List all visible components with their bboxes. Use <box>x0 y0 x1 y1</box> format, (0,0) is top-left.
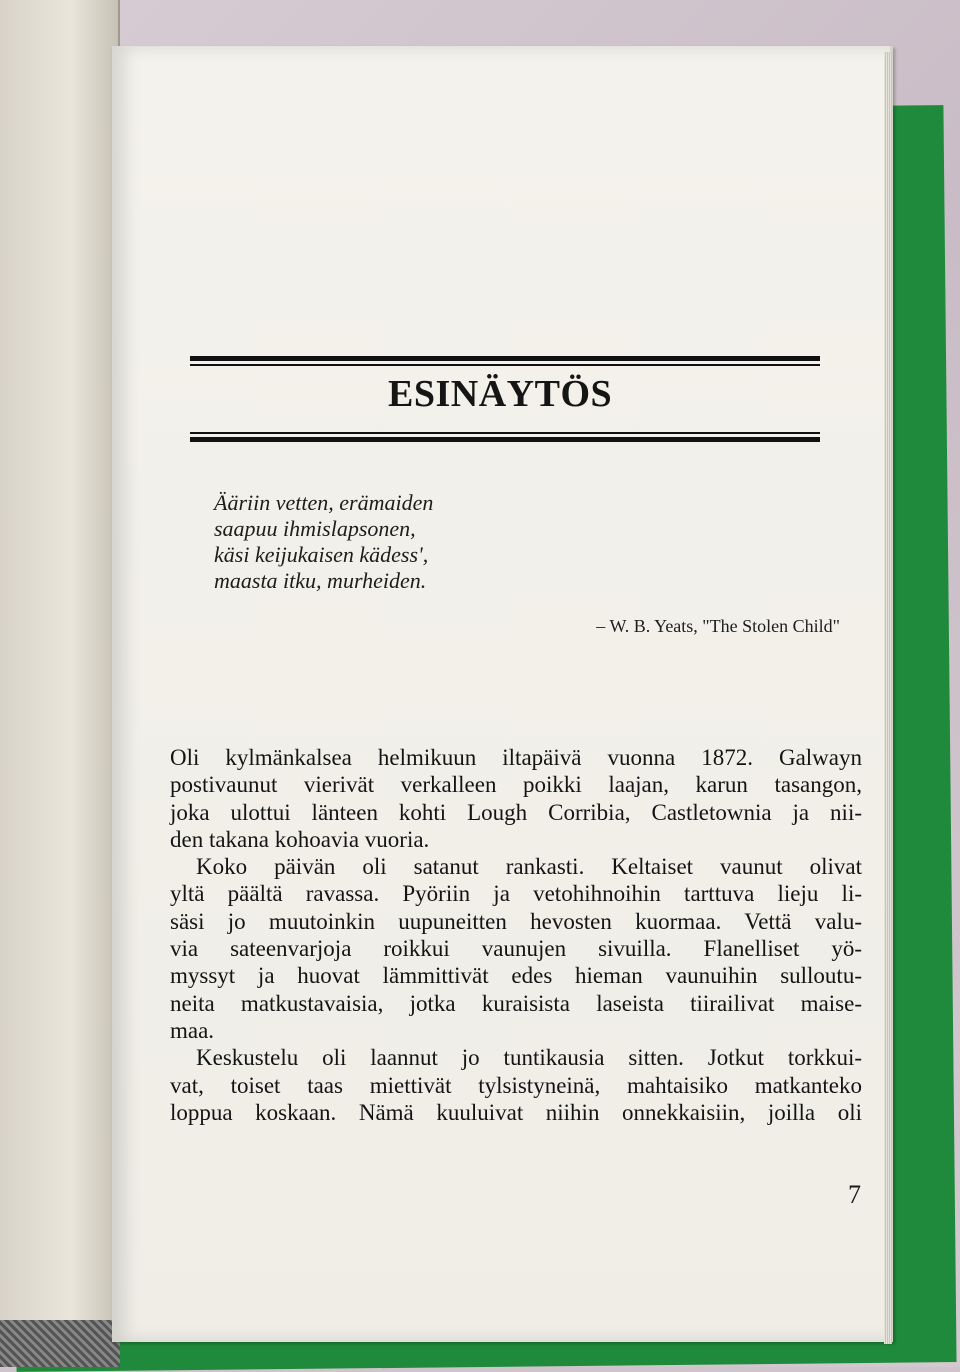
body-text <box>170 744 862 1126</box>
page-edges <box>884 52 892 1344</box>
epigraph-line: maasta itku, murheiden. <box>214 568 427 593</box>
body-line: postivaunut vierivät verkalleen poikki laajan, karun tasangon, <box>170 772 862 798</box>
body-line: neita matkustavaisia, jotka kuraisista laseista tiirailivat maise- <box>170 990 862 1016</box>
body-line: Keskustelu oli laannut jo tuntikausia sitten. Jotkut torkkui- <box>196 1045 862 1071</box>
body-line: Oli kylmänkalsea helmikuun iltapäivä vuonna 1872. Galwayn <box>170 745 862 770</box>
body-line: via sateenvarjoja roikkui vaunujen sivuilla. Flanelliset yö- <box>170 936 862 962</box>
epigraph-line: saapuu ihmislapsonen, <box>214 516 416 541</box>
body-line: joka ulottui länteen kohti Lough Corribia, Castletownia ja nii- <box>170 799 862 825</box>
body-line: Koko päivän oli satanut rankasti. Keltaiset vaunut olivat <box>196 854 862 880</box>
title-rule-top <box>190 356 820 366</box>
body-line: yltä päältä ravassa. Pyöriin ja vetohihnoihin tarttuva lieju li- <box>170 881 862 907</box>
book-spine <box>0 1320 120 1367</box>
page-number: 7 <box>848 1180 861 1209</box>
body-line: den takana kohoavia vuoria. <box>170 826 430 852</box>
title-rule-bottom <box>190 432 820 442</box>
chapter-title: ESINÄYTÖS <box>388 373 613 415</box>
epigraph-line: käsi keijukaisen kädess', <box>214 542 429 567</box>
right-page <box>112 46 893 1342</box>
body-line: vat, toiset taas miettivät tylsistyneinä, mahtaisiko matkanteko <box>170 1072 862 1098</box>
left-page <box>0 0 120 1345</box>
body-line: maa. <box>170 1017 215 1043</box>
body-line: säsi jo muutoinkin uupuneitten hevosten kuormaa. Vettä valu- <box>170 908 862 934</box>
body-line: loppua koskaan. Nämä kuuluivat niihin onnekkaisiin, joilla oli <box>170 1099 862 1125</box>
epigraph-line: Ääriin vetten, erämaiden <box>214 490 434 515</box>
body-line: myssyt ja huovat lämmittivät edes hieman vaunuihin sulloutu- <box>170 963 862 989</box>
epigraph <box>214 490 634 594</box>
epigraph-attribution: – W. B. Yeats, "The Stolen Child" <box>596 616 840 636</box>
